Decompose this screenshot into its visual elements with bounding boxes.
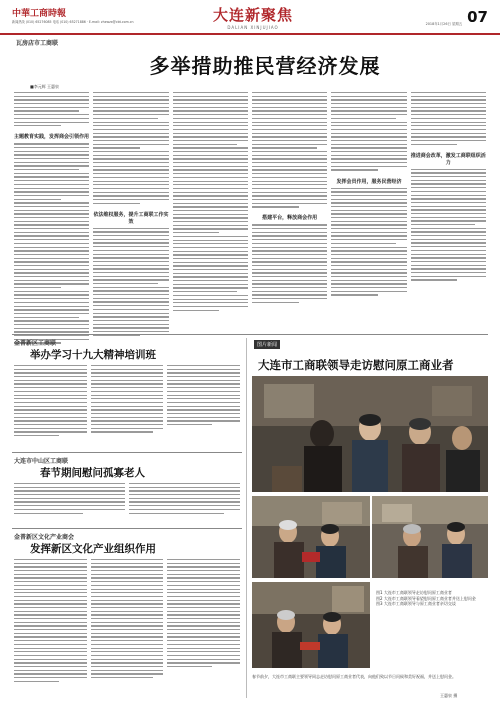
story4-headline: 发挥新区文化产业组织作用 [30,543,156,555]
top-story-body [14,92,486,332]
top-story-col-6 [411,92,486,332]
story4-body [14,559,240,697]
story4-headline-wrap [30,541,156,556]
story4-kicker: 金普新区文化产业商会 [14,534,75,541]
divider-top [12,334,488,335]
story3-col-1 [14,483,125,521]
story2-body [14,365,240,447]
photo-bottom-caption [252,674,488,680]
top-story-col-1 [14,92,89,332]
photo-2 [252,496,370,578]
photo-credit-text: 王惠泉 摄 [440,693,458,698]
photo-4-image [252,582,370,668]
story2-col-3 [167,365,240,447]
column-divider [246,338,247,698]
story4-col-1 [14,559,87,697]
photo-bottom-caption-text: 春节前夕，大连市工商联主要领导同志走访慰问原工商业者代表，向他们致以节日问候和美好祝福，并送上慰问金。 [252,674,456,679]
newspaper-name: 中華工商時報 [12,9,67,19]
photo-news-tag: 图片新闻 [254,340,280,349]
story4-col-2 [91,559,164,697]
story2-headline-wrap [30,347,156,362]
top-story-kicker: 瓦房店市工商联 [16,40,59,47]
subhead-2: 依法维权服务，提升工商联工作实效 [93,211,169,225]
top-story-kicker-wrap [16,38,58,47]
top-story-col-4 [252,92,327,332]
photo-3-image [372,496,488,578]
section-title-en: DALIAN XINJUJIAO [227,25,279,30]
photo-2-image [252,496,370,578]
story4-col-3 [167,559,240,697]
story3-headline: 春节期间慰问孤寡老人 [40,467,145,479]
subhead-3: 搭建平台，释放商会作用 [262,215,318,222]
story2-headline: 举办学习十九大精神培训班 [30,349,156,361]
section-masthead [213,4,293,30]
story2-col-2 [91,365,164,447]
photo-caption-1: 图1 大连市工商联领导走访慰问原工商业者 [376,590,452,595]
photo-story-headline: 大连市工商联领导走访慰问原工商业者 [258,358,454,372]
top-story-col-2 [93,92,168,332]
subhead-4: 发挥会员作用，服务民营经济 [336,178,402,185]
page-number: 07 [467,8,488,26]
photo-captions [376,590,488,607]
header-right [426,8,488,26]
photo-caption-3: 图3 大连市工商联领导与原工商业者亲切交谈 [376,601,456,606]
top-story-byline-wrap [30,84,59,90]
top-story-byline: ■李元辉 王惠泉 [30,84,60,89]
top-story-headline-wrap [130,50,400,79]
top-story-headline: 多举措助推民营经济发展 [149,54,381,78]
subhead-5: 推进商会改革，激发工商联组织活力 [410,152,486,166]
story3-headline-wrap [40,465,145,480]
photo-credit [440,693,457,699]
photo-3 [372,496,488,578]
header-left [12,6,133,24]
divider-story3 [12,452,242,453]
story3-col-2 [129,483,240,521]
contact-line: 新闻热线 (010) 65276085 电话 (010) 65271886 · E-mail: zhxwzx@cbt.com.cn [12,20,134,24]
subhead-1: 主题教育实践，发挥商会引领作用 [14,134,90,141]
photo-caption-2: 图2 大连市工商联领导看望慰问原工商业者并送上慰问金 [376,595,476,601]
story2-kicker: 金普新区工商联 [14,340,57,347]
story3-kicker-wrap [14,456,68,465]
section-title: 大连新聚焦 [213,6,294,24]
top-story-col-5 [331,92,406,332]
story3-kicker: 大连市中山区工商联 [14,458,69,465]
top-story-col-3 [173,92,248,332]
photo-1 [252,376,488,492]
page-header [0,0,500,35]
story4-kicker-wrap [14,532,74,541]
story3-body [14,483,240,521]
photo-1-image [252,376,488,492]
photo-headline-wrap [258,357,490,373]
divider-story4 [12,528,242,529]
story2-kicker-wrap [14,338,56,347]
photo-4 [252,582,370,668]
issue-date: 2018年1月26日 星期五 [425,22,463,26]
story2-col-1 [14,365,87,447]
